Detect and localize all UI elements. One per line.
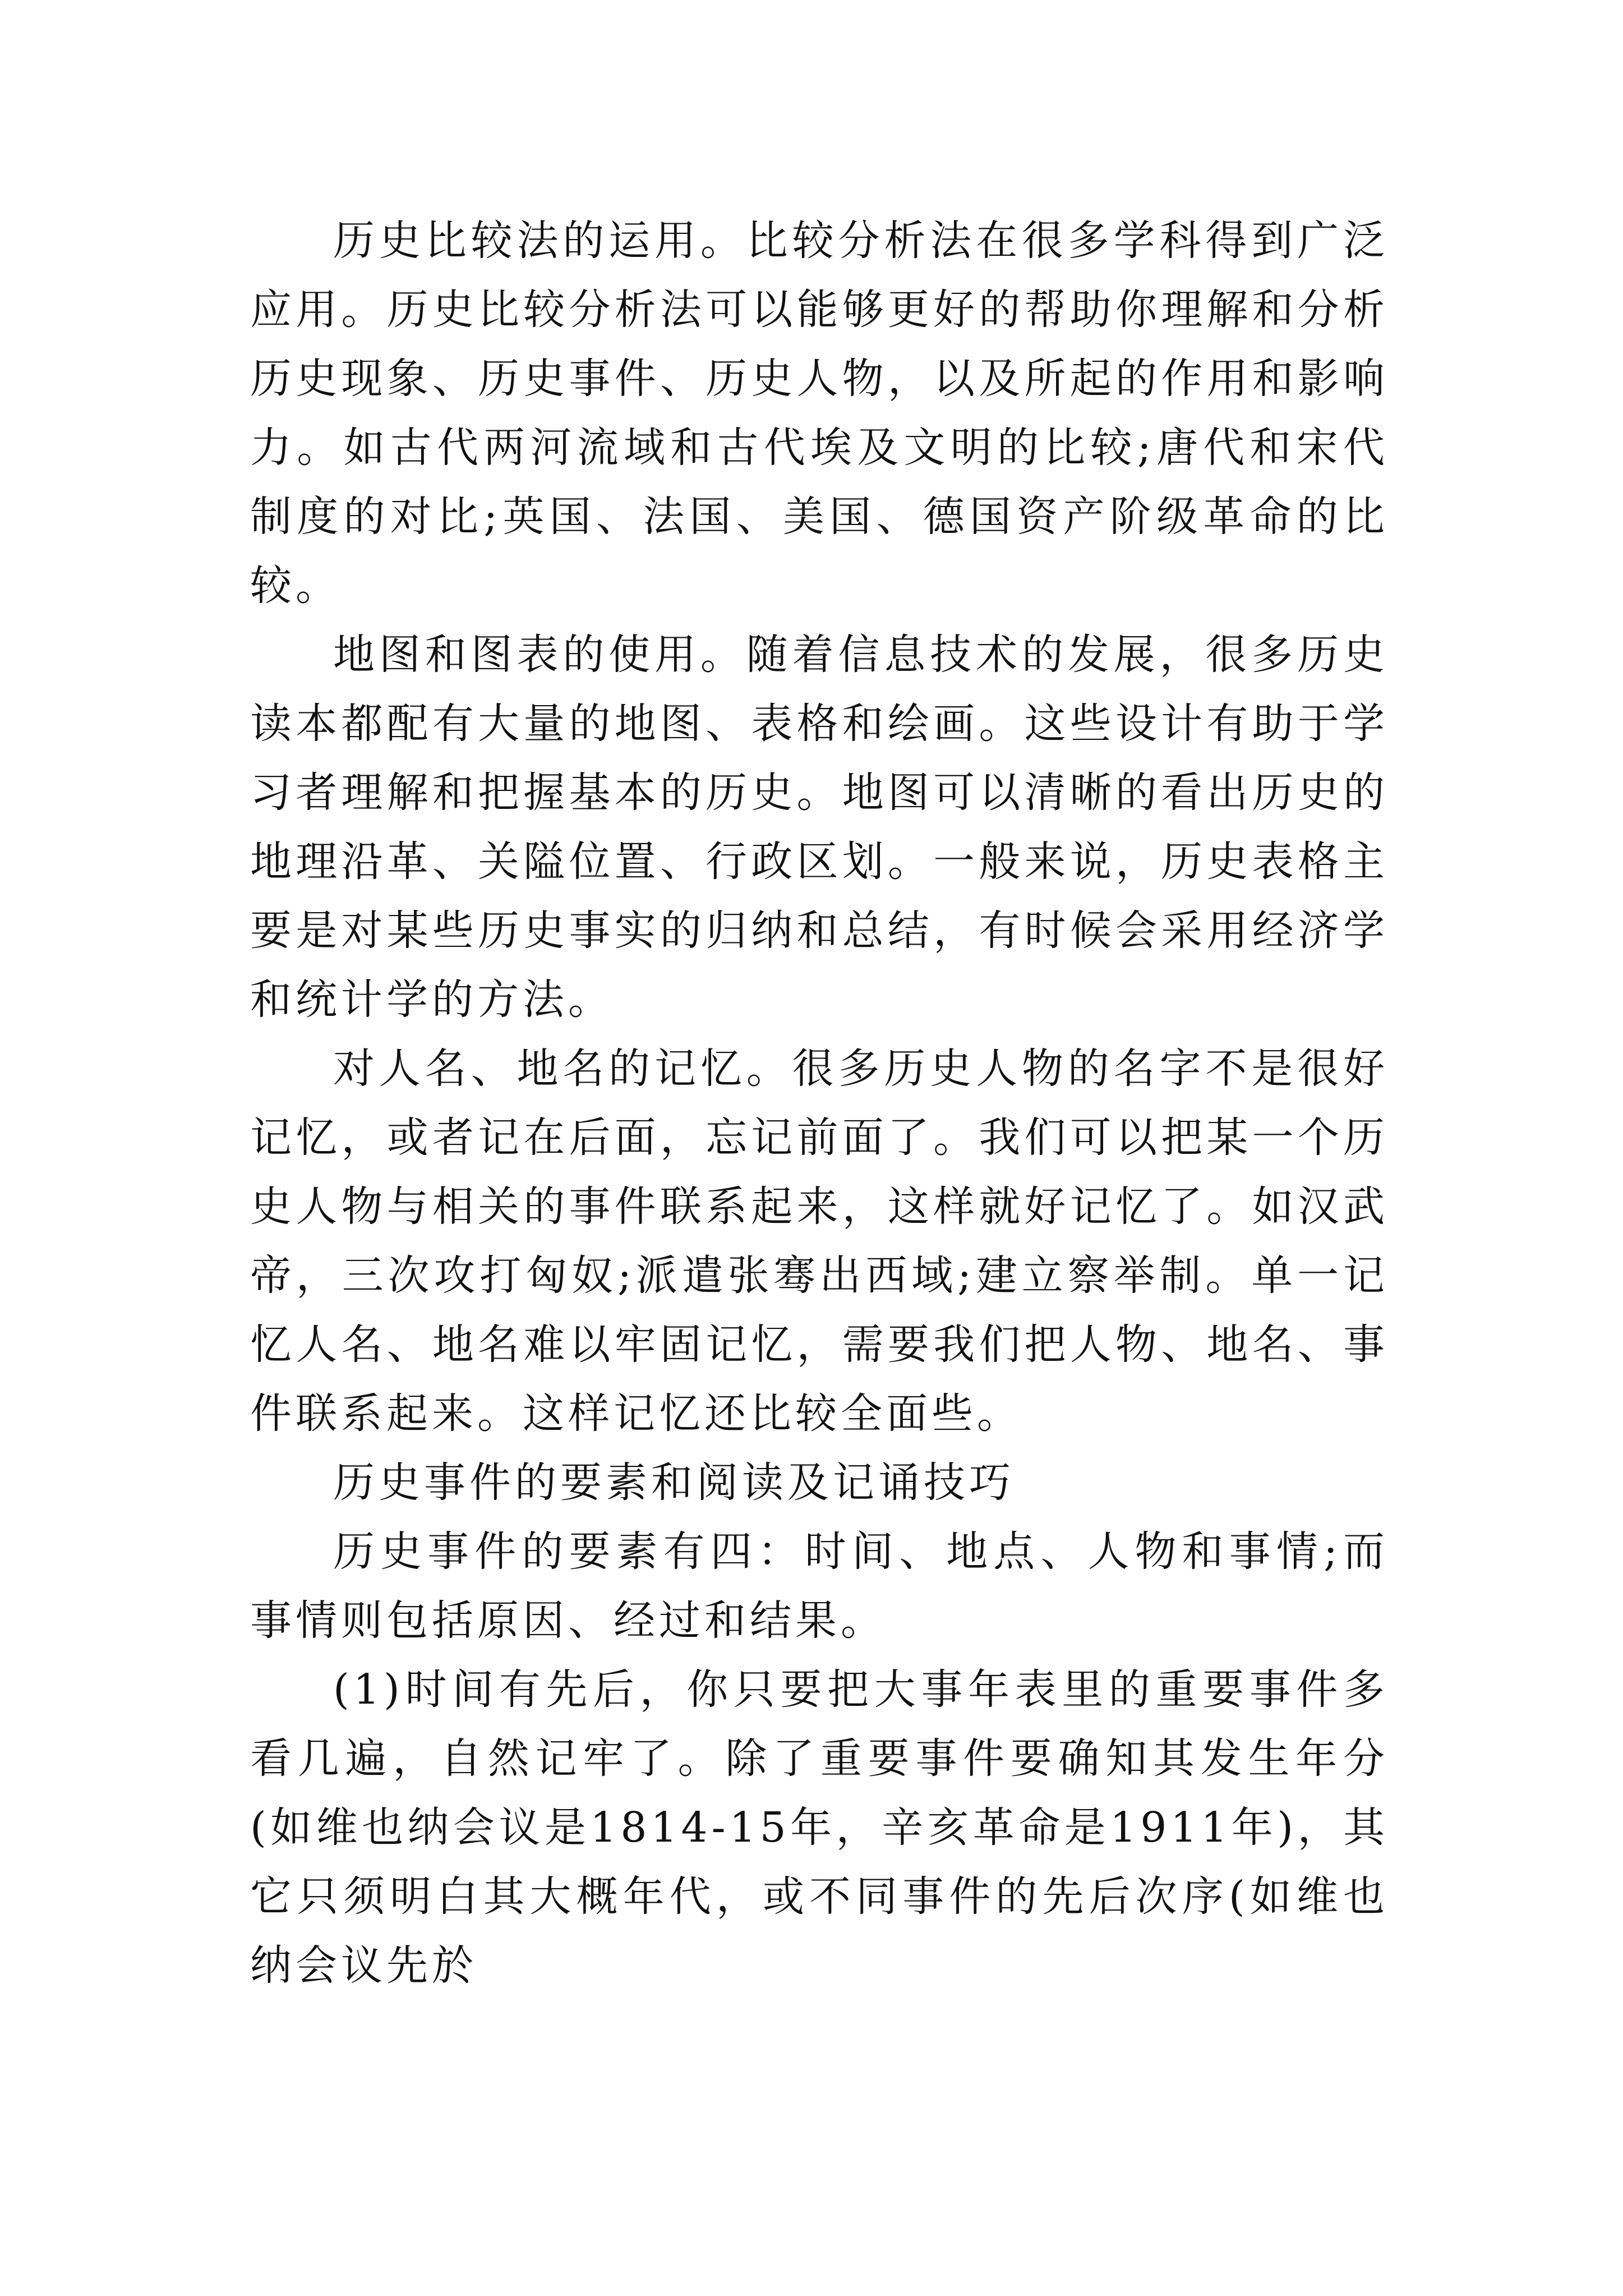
paragraph-event-elements: 历史事件的要素有四：时间、地点、人物和事情;而事情则包括原因、经过和结果。 xyxy=(250,1527,1389,1645)
document-body xyxy=(250,206,1389,2000)
paragraph-maps-and-charts: 地图和图表的使用。随着信息技术的发展，很多历史读本都配有大量的地图、表格和绘画。这些设计有助于学习者理解和把握基本的历史。地图可以清晰的看出历史的地理沿革、关隘位置、行政区划。一般来说，历史表格主要是对某些历史事实的归纳和总结，有时候会采用经济学和统计学的方法。 xyxy=(250,631,1389,1024)
paragraph-historical-comparison: 历史比较法的运用。比较分析法在很多学科得到广泛应用。历史比较分析法可以能够更好的帮助你理解和分析历史现象、历史事件、历史人物，以及所起的作用和影响力。如古代两河流域和古代埃及文明的比较;唐代和宋代制度的对比;英国、法国、美国、德国资产阶级革命的比较。 xyxy=(250,217,1389,610)
paragraph-name-memory: 对人名、地名的记忆。很多历史人物的名字不是很好记忆，或者记在后面，忘记前面了。我们可以把某一个历史人物与相关的事件联系起来，这样就好记忆了。如汉武帝，三次攻打匈奴;派遣张骞出西域;建立察举制。单一记忆人名、地名难以牢固记忆，需要我们把人物、地名、事件联系起来。这样记忆还比较全面些。 xyxy=(250,1045,1389,1438)
section-heading: 历史事件的要素和阅读及记诵技巧 xyxy=(333,1458,1015,1507)
paragraph-time-order: (1)时间有先后，你只要把大事年表里的重要事件多看几遍，自然记牢了。除了重要事件要确知其发生年分(如维也纳会议是1814-15年，辛亥革命是1911年)，其它只须明白其大概年代，或不同事件的先后次序(如维也纳会议先於 xyxy=(250,1665,1389,1990)
